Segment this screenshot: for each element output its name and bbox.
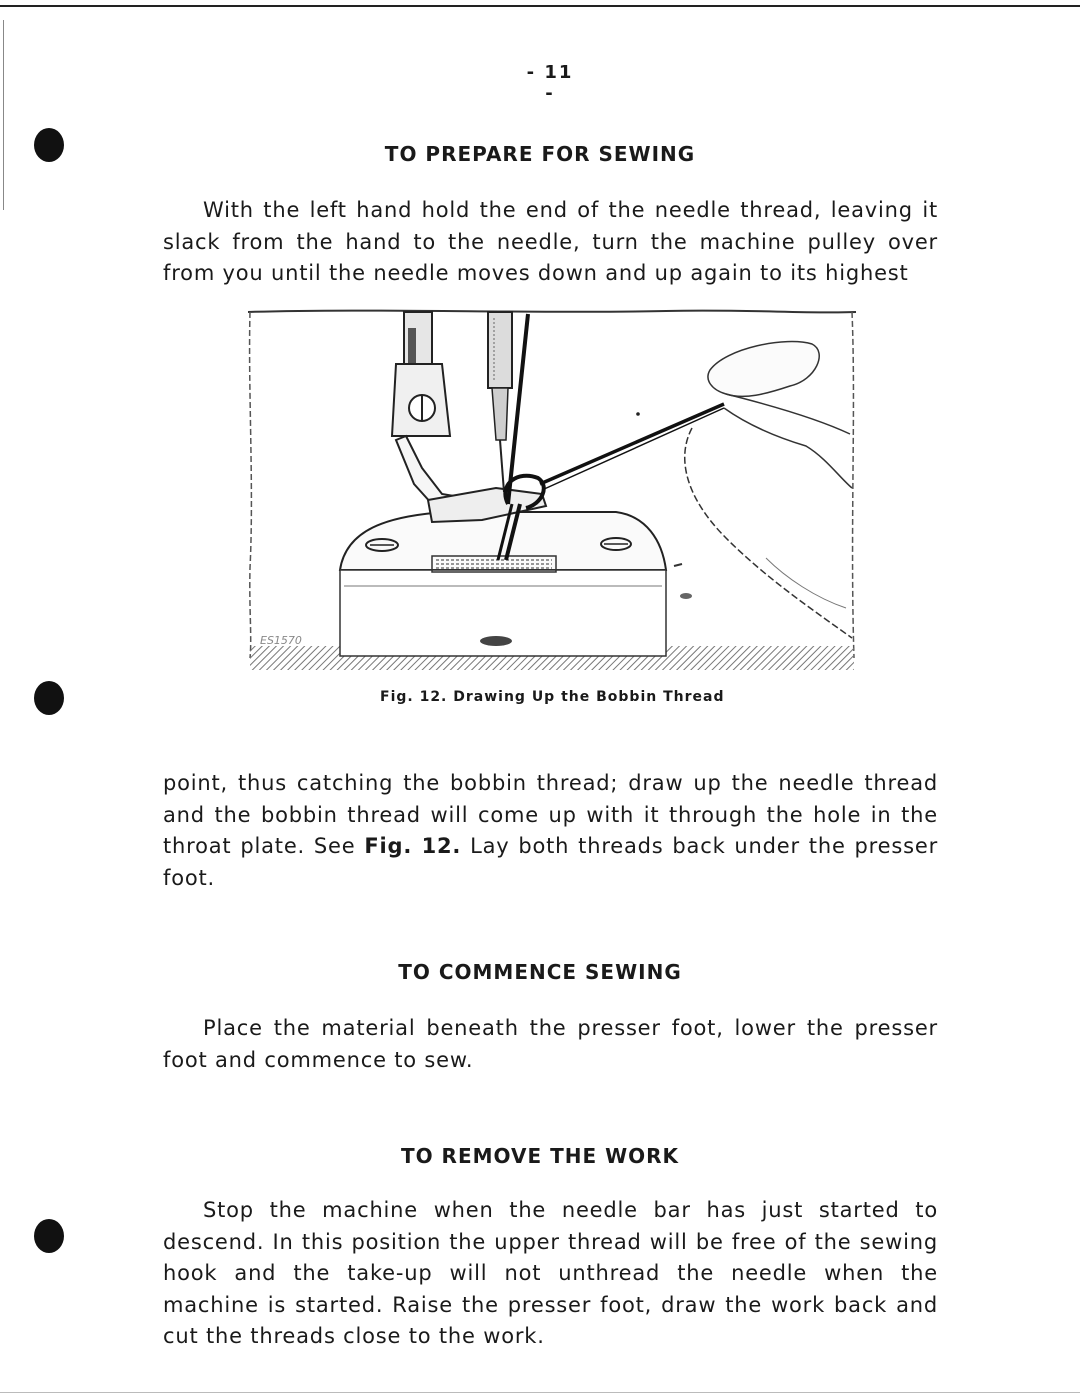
figure-drawing-up-bobbin-thread — [246, 308, 858, 674]
paragraph-text: Lay both threads back under the presser foot. — [163, 834, 939, 890]
paragraph-prepare-part-2 — [163, 768, 938, 894]
heading-remove-the-work: TO REMOVE THE WORK — [400, 1144, 680, 1168]
heading-commence-sewing: TO COMMENCE SEWING — [398, 960, 682, 984]
paragraph-text: point, thus catching the bobbin thread; draw up the needle thread and the bobbin thread will come up with it through the hole in the throat plate. See — [163, 771, 938, 858]
heading-prepare-for-sewing: TO PREPARE FOR SEWING — [384, 142, 696, 166]
figure-reference: Fig. 12. — [364, 834, 462, 858]
sewing-machine-illustration — [246, 308, 858, 674]
paragraph-remove-the-work: Stop the machine when the needle bar has just started to descend. In this position the upper thread will be free of the sewing hook and the take-up will not unthread the needle when the machine is started. Raise the presser foot, draw the work back and cut the threads close to the work. — [163, 1198, 938, 1348]
left-edge-mark — [3, 20, 4, 210]
bottom-edge-rule — [0, 1392, 1080, 1393]
top-edge-rule — [0, 5, 1080, 7]
binder-punch-hole — [34, 1219, 64, 1253]
figure-code-label: ES1570 — [260, 634, 302, 647]
page-number: - 11 - — [526, 62, 574, 104]
binder-punch-hole — [34, 681, 64, 715]
figure-caption: Fig. 12. Drawing Up the Bobbin Thread — [380, 689, 725, 705]
paragraph-commence-sewing: Place the material beneath the presser foot, lower the presser foot and commence to sew. — [163, 1016, 938, 1072]
paragraph-prepare-part-1: With the left hand hold the end of the needle thread, leaving it slack from the hand to the needle, turn the machine pulley over from you until the needle moves down and up again to its highest — [163, 198, 938, 285]
